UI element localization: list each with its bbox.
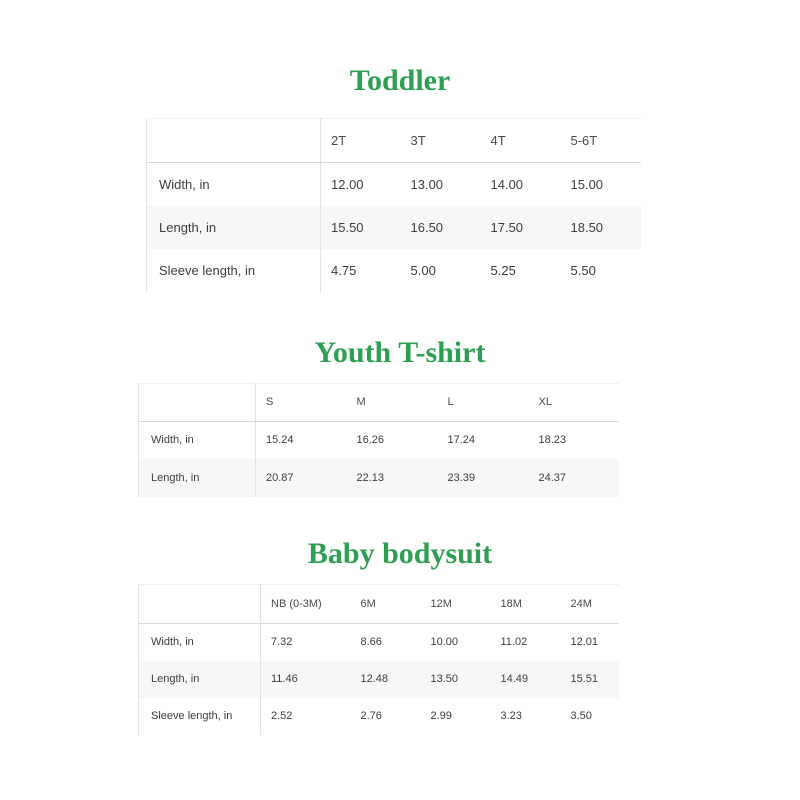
youth-tshirt-section-title: Youth T-shirt xyxy=(314,335,486,369)
column-header: 5-6T xyxy=(570,133,598,148)
table-row xyxy=(139,661,619,698)
column-header: 3T xyxy=(410,133,426,148)
size-value: 23.39 xyxy=(447,472,476,484)
size-value: 10.00 xyxy=(430,636,459,649)
size-value: 16.26 xyxy=(356,434,385,447)
size-value: 14.00 xyxy=(490,176,524,192)
size-value: 7.32 xyxy=(271,636,293,649)
row-label: Sleeve length, in xyxy=(139,698,261,735)
size-value: 24.37 xyxy=(538,472,567,484)
youth-size-table xyxy=(138,383,619,498)
column-header: XL xyxy=(538,396,552,408)
size-value: 2.52 xyxy=(271,710,293,722)
column-header: 18M xyxy=(500,598,522,610)
size-value: 18.50 xyxy=(570,219,604,235)
size-value: 5.25 xyxy=(490,262,516,278)
row-label: Sleeve length, in xyxy=(147,249,321,292)
baby-header-row xyxy=(139,585,619,624)
row-label: Width, in xyxy=(139,421,256,459)
row-label: Length, in xyxy=(139,661,261,698)
size-value: 16.50 xyxy=(410,219,444,235)
size-value: 12.01 xyxy=(570,636,599,649)
row-label: Length, in xyxy=(139,459,256,497)
column-header: 12M xyxy=(430,598,452,610)
empty-corner-cell xyxy=(139,585,261,624)
youth-header-row xyxy=(139,383,619,421)
youth-tshirt-section xyxy=(0,335,800,498)
size-value: 18.23 xyxy=(538,434,567,447)
table-row xyxy=(147,206,641,249)
empty-corner-cell xyxy=(147,119,321,163)
size-value: 15.24 xyxy=(266,434,294,447)
table-row xyxy=(147,163,641,206)
column-header: L xyxy=(447,396,454,408)
size-value: 20.87 xyxy=(266,472,294,484)
table-row xyxy=(139,698,619,735)
row-label: Width, in xyxy=(147,163,321,206)
size-value: 15.50 xyxy=(331,219,364,235)
size-value: 2.76 xyxy=(360,710,382,722)
column-header: 2T xyxy=(331,133,347,148)
size-value: 13.50 xyxy=(430,673,459,685)
toddler-section xyxy=(0,0,800,292)
table-row xyxy=(139,624,619,661)
column-header: S xyxy=(266,396,274,408)
table-row xyxy=(139,459,619,497)
column-header: 24M xyxy=(570,598,592,610)
toddler-header-row xyxy=(147,119,641,163)
size-value: 17.50 xyxy=(490,219,524,235)
size-value: 5.00 xyxy=(410,262,436,278)
size-value: 3.23 xyxy=(500,710,522,722)
size-value: 15.51 xyxy=(570,673,599,685)
row-label: Length, in xyxy=(147,206,321,249)
size-value: 14.49 xyxy=(500,673,529,685)
size-value: 17.24 xyxy=(447,434,476,447)
table-row xyxy=(139,421,619,459)
column-header: M xyxy=(356,396,366,408)
baby-bodysuit-section-title: Baby bodysuit xyxy=(307,537,493,570)
size-value: 5.50 xyxy=(570,262,596,278)
baby-bodysuit-section xyxy=(0,539,800,735)
empty-corner-cell xyxy=(139,383,256,421)
size-value: 4.75 xyxy=(331,262,357,278)
size-value: 11.02 xyxy=(500,636,528,649)
column-header: 6M xyxy=(360,598,376,610)
size-value: 8.66 xyxy=(360,636,382,649)
size-value: 22.13 xyxy=(356,472,385,484)
size-value: 3.50 xyxy=(570,710,592,722)
size-value: 13.00 xyxy=(410,176,444,192)
size-value: 12.48 xyxy=(360,673,389,685)
row-label: Width, in xyxy=(139,624,261,661)
baby-size-table xyxy=(138,584,619,735)
size-value: 12.00 xyxy=(331,176,364,192)
column-header: 4T xyxy=(490,133,506,148)
toddler-size-table xyxy=(146,118,641,292)
table-row xyxy=(147,249,641,292)
column-header: NB (0-3M) xyxy=(271,598,322,610)
size-value: 11.46 xyxy=(271,673,298,685)
size-value: 2.99 xyxy=(430,710,452,722)
size-value: 15.00 xyxy=(570,176,604,192)
toddler-section-title: Toddler xyxy=(349,64,451,97)
